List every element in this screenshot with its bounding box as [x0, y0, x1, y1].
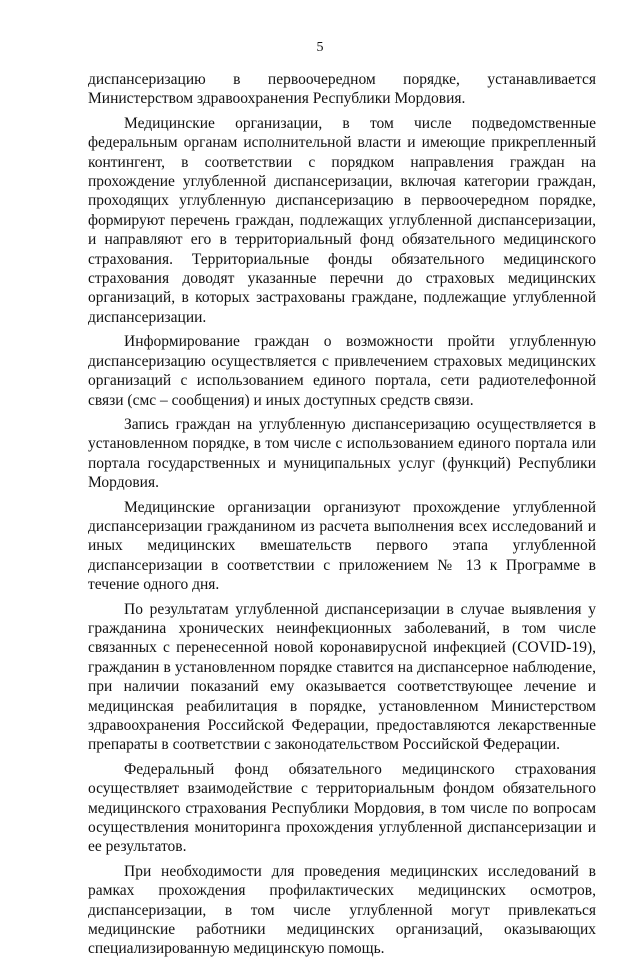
paragraph-federal-fund: Федеральный фонд обязательного медицинского страхования осуществляет взаимодействие с территориальным фондом обязательного медицинского страхования Республики Мордовия, в том числе по вопросам осуществления мониторинга прохождения углубленной диспансеризации и ее результатов. — [88, 760, 596, 856]
paragraph-registration: Запись граждан на углубленную диспансеризацию осуществляется в установленном порядке, в том числе с использованием единого портала или портала государственных и муниципальных услуг (функций) Республики Мордовия. — [88, 415, 596, 492]
document-body — [88, 70, 596, 964]
paragraph-medical-organizations-list: Медицинские организации, в том числе подведомственные федеральным органам исполнительной власти и имеющие прикрепленный контингент, в соответствии с порядком направления граждан на прохождение углубленной диспансеризации, включая категории граждан, проходящих углубленную диспансеризацию в первоочередном порядке, формируют перечень граждан, подлежащих углубленной диспансеризации, и направляют его в территориальный фонд обязательного медицинского страхования. Территориальные фонды обязательного медицинского страхования доводят указанные перечни до страховых медицинских организаций, в которых застрахованы граждане, подлежащие углубленной диспансеризации. — [88, 114, 596, 326]
paragraph-one-day-completion: Медицинские организации организуют прохождение углубленной диспансеризации гражданином из расчета выполнения всех исследований и иных медицинских вмешательств первого этапа углубленной диспансеризации в соответствии с приложением № 13 к Программе в течение одного дня. — [88, 498, 596, 594]
paragraph-informing-citizens: Информирование граждан о возможности пройти углубленную диспансеризацию осуществляется с привлечением страховых медицинских организаций с использованием единого портала, сети радиотелефонной связи (смс – сообщения) и иных доступных средств связи. — [88, 333, 596, 409]
page-number: 5 — [316, 40, 324, 55]
paragraph-results: По результатам углубленной диспансеризации в случае выявления у гражданина хронических неинфекционных заболеваний, в том числе связанных с перенесенной новой коронавирусной инфекцией (COVID-19), гражданин в установленном порядке ставится на диспансерное наблюдение, при наличии показаний ему оказывается соответствующее лечение и медицинская реабилитация в порядке, установленном Министерством здравоохранения Российской Федерации, предоставляются лекарственные препараты в соответствии с законодательством Российской Федерации. — [88, 600, 596, 754]
paragraph-specialists: При необходимости для проведения медицинских исследований в рамках прохождения профилактических медицинских осмотров, диспансеризации, в том числе углубленной могут привлекаться медицинские работники медицинских организаций, оказывающих специализированную медицинскую помощь. — [88, 862, 596, 958]
paragraph-continuation: диспансеризацию в первоочередном порядке, устанавливается Министерством здравоохранения Республики Мордовия. — [88, 71, 596, 108]
